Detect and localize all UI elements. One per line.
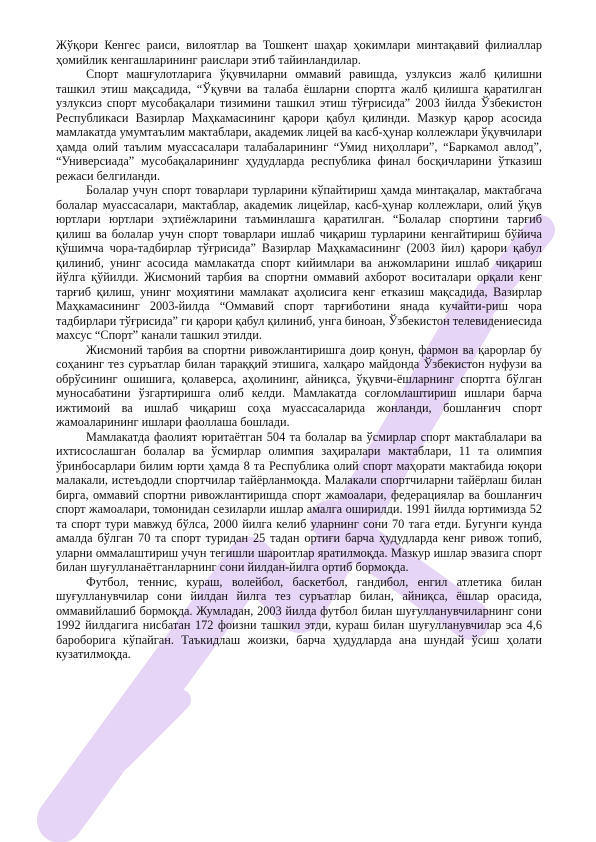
paragraph-sport-goods: Болалар учун спорт товарлари турларини кўпайтириш ҳамда минтақалар, мактабгача болалар муассасалари, мактаблар, академик лицейлар, касб-ҳунар коллежлари, олий ўқув юртлари юртлари эҳтиёжларини таъминлашга қаратилган. “Болалар спортини тарғиб қилиш ва болалар учун спорт товарлари ишлаб чиқариш турларини кенгайтириш бўйича қўшимча чора-тадбирлар тўғрисида” Вазирлар Маҳкамасининг (2003 йил) қарори қабул қилиниб, унинг асосида мамлакатда спорт кийимлари ва анжомларини ишлаб чиқариш йўлга қўйилди. Жисмоний тарбия ва спортни оммавий ахборот воситалари орқали кенг тарғиб қилиш, унинг моҳиятини мамлакат аҳолисига кенг етказиш мақсадида, Вазирлар Маҳкамасининг 2003-йилда “Оммавий спорт тарғиботини янада кучайти-риш чора тадбирлари тўғрисида” ги қарори қабул қилиниб, унга биноан, Ўзбекистон телевидениесида махсус “Спорт” канали ташкил этилди.	[56, 183, 542, 342]
paragraph-laws: Жисмоний тарбия ва спортни ривожлантиришга доир қонун, фармон ва қарорлар бу соҳанинг тез суръатлар билан тараққий этишига, халқаро майдонда Ўзбекистон нуфузи ва обрўсининг ошишига, қолаверса, аҳолининг, айниқса, ўқувчи-ёшларнинг спортга бўлган муносабатини ўзгартиришга олиб келди. Мамлакатда соғломлаштириш ишлари барча ижтимоий ва ишлаб чиқариш соҳа муассасаларида жонланди, бошланғич спорт жамоаларининг ишлари фаоллаша бошлади.	[56, 342, 542, 429]
paragraph-continuation: Жўқори Кенгес раиси, вилоятлар ва Тошкент шаҳар ҳокимлари минтақавий филиаллар ҳомийлик кенгашларининг раислари этиб тайинландилар.	[56, 38, 542, 67]
paragraph-sport-schools: Мамлакатда фаолият юритаётган 504 та болалар ва ўсмирлар спорт мактаблалари ва ихтисослашган болалар ва ўсмирлар олимпия заҳиралари мактаблари, 11 та олимпия ўринбосарлари билим юрти ҳамда 8 та Республика олий спорт маҳорати мактабида юқори малакали, истеъдодли спортчилар тайёрланмоқда. Малакали спортчиларни тайёрлаш билан бирга, оммавий спортни ривожлантиришда спорт жамоалари, федерациялар ва бошланғич спорт жамоалари, томонидан сезиларли ишлар амалга оширилди. 1991 йилда юртимизда 52 та спорт тури мавжуд бўлса, 2000 йилга келиб уларнинг сони 70 тага етди. Бугунги кунда амалда бўлган 70 та спорт туридан 25 тадан ортиғи барча ҳудудларда кенг ривож топиб, уларни оммалаштириш учун тегишли шароитлар яратилмоқда. Мазкур ишлар эвазига спорт билан шуғулланаётганларнинг сони йилдан-йилга ортиб бормоқда.	[56, 429, 542, 574]
paragraph-popular-sports: Футбол, теннис, кураш, волейбол, баскетбол, гандибол, енгил атлетика билан шуғулланувчилар сони йилдан йилга тез суръатлар билан, айниқса, ёшлар орасида, оммавийлашиб бормоқда. Жумладан, 2003 йилда футбол билан шуғулланувчиларнинг сони 1992 йилдагига нисбатан 172 фоизни ташкил этди, кураш билан шуғулланувчилар эса 4,6 бароборига кўпайган. Таъкидлаш жоизки, барча ҳудудларда ана шундай ўсиш ҳолати кузатилмоқда.	[56, 574, 542, 661]
paragraph-sport-competitions: Спорт машғулотларига ўқувчиларни оммавий равишда, узлуксиз жалб қилишни ташкил этиш мақсадида, “Ўқувчи ва талаба ёшларни спортга жалб қилишга қаратилган узлуксиз спорт мусобақалари тизимини ташкил этиш тўғрисида” 2003 йилда Ўзбекистон Республикаси Вазирлар Маҳкамасининг қарори қабул қилинди. Мазкур қарор асосида мамлакатда умумтаълим мактаблари, академик лицей ва касб-ҳунар коллежлари ўқувчилари ҳамда олий таълим муассасалари талабаларининг “Умид ниҳоллари”, “Баркамол авлод”, “Универсиада” мусобақаларининг ҳудудларда республика финал босқичларини ўтказиш режаси белгиланди.	[56, 67, 542, 183]
document-page	[56, 38, 542, 828]
